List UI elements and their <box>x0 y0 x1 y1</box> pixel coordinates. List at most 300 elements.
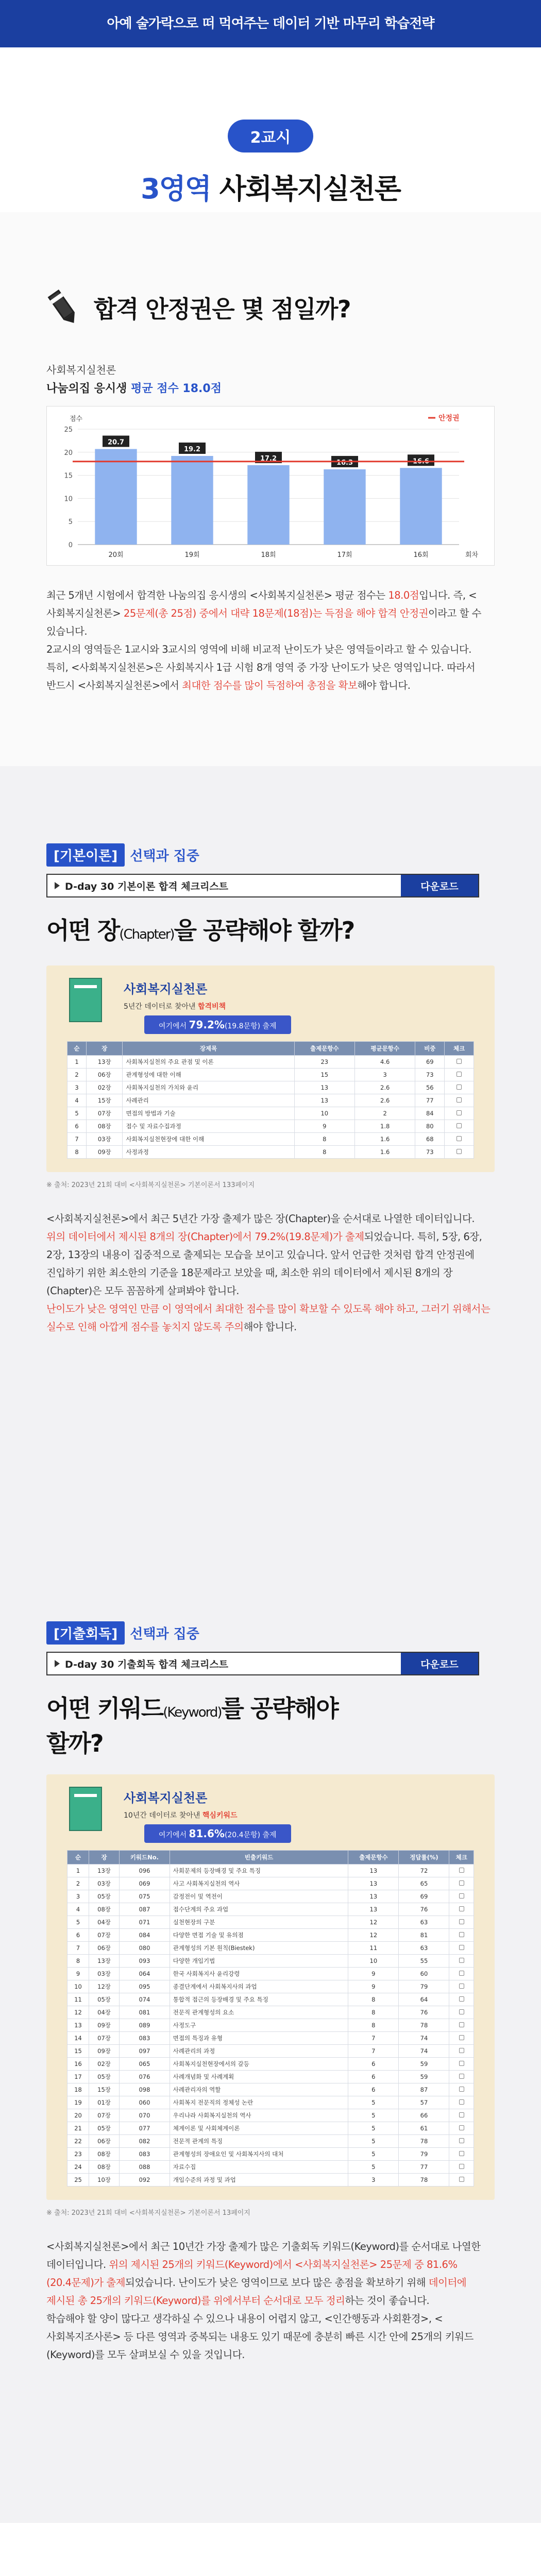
checkbox-icon[interactable] <box>459 2099 464 2105</box>
checkbox-icon[interactable] <box>459 2177 464 2182</box>
table-cell: 61 <box>399 2122 449 2135</box>
table-row <box>67 2006 474 2019</box>
table-cell: 12장 <box>89 1980 120 1993</box>
check-cell[interactable] <box>449 2096 474 2109</box>
area-name: 사회복지실천론 <box>219 173 400 205</box>
q-small: (Chapter) <box>119 927 174 942</box>
table-cell: 2 <box>355 1107 415 1120</box>
table-cell: 13장 <box>89 1865 120 1877</box>
table-cell: 7 <box>67 1133 87 1146</box>
table-cell: 25 <box>67 2174 89 2187</box>
checkbox-icon[interactable] <box>459 2035 464 2040</box>
q-part-b: 를 공략해야 <box>221 1694 338 1722</box>
pill-a: 여기에서 <box>159 1831 189 1839</box>
card-title: 사회복지실천론 <box>124 1791 208 1805</box>
table-cell: 9 <box>348 1968 399 1980</box>
table-cell: 사회복지실천현장에서의 갈등 <box>170 2058 348 2071</box>
section-tag: [기본이론] <box>46 843 125 867</box>
source-note: ※ 출처: 2023년 21회 대비 <사회복지실천론> 기본이론서 13페이지 <box>46 2209 250 2217</box>
checkbox-icon[interactable] <box>459 1893 464 1899</box>
check-cell[interactable] <box>449 1929 474 1942</box>
table-cell: 3 <box>67 1890 89 1903</box>
table-cell: 8 <box>294 1146 354 1159</box>
table-cell: 69 <box>415 1056 445 1069</box>
legend-label: 안정권 <box>438 414 460 422</box>
table-cell: 종결단계에서 사회복지사의 과업 <box>170 1980 348 1993</box>
score-chart-card <box>46 362 495 566</box>
table-cell: 56 <box>415 1081 445 1094</box>
checkbox-icon[interactable] <box>459 1958 464 1963</box>
download-button[interactable]: 다운로드 <box>401 1653 478 1674</box>
check-cell[interactable] <box>445 1107 474 1120</box>
check-cell[interactable] <box>445 1146 474 1159</box>
table-cell: 06장 <box>89 1942 120 1955</box>
table-cell: 09장 <box>89 2019 120 2032</box>
table-header: 순 <box>67 1042 87 1056</box>
table-row <box>67 2109 474 2122</box>
download-bar <box>46 874 479 897</box>
table-cell: 사고 사회복지실천의 역사 <box>170 1877 348 1890</box>
check-cell[interactable] <box>449 2122 474 2135</box>
table-cell: 064 <box>120 1968 170 1980</box>
table-cell: 7 <box>348 2032 399 2045</box>
score-bar-chart <box>47 406 494 565</box>
table-cell: 12 <box>348 1916 399 1929</box>
checkbox-icon[interactable] <box>459 2151 464 2156</box>
table-cell: 15장 <box>89 2083 120 2096</box>
table-cell: 09장 <box>86 1146 122 1159</box>
table-cell: 통합적 접근의 등장배경 및 주요 특징 <box>170 1993 348 2006</box>
checkbox-icon[interactable] <box>457 1059 462 1064</box>
download-button[interactable]: 다운로드 <box>401 875 478 896</box>
table-cell: 78 <box>399 2174 449 2187</box>
table-cell: 6 <box>67 1929 89 1942</box>
check-cell[interactable] <box>449 2109 474 2122</box>
table-row <box>67 1968 474 1980</box>
check-cell[interactable] <box>449 2006 474 2019</box>
section-title: 합격 안정권은 몇 점일까? <box>94 295 351 323</box>
x-tick-label: 17회 <box>337 551 352 559</box>
table-header: 키워드No. <box>120 1851 170 1865</box>
table-cell: 071 <box>120 1916 170 1929</box>
check-cell[interactable] <box>449 2019 474 2032</box>
table-cell: 2 <box>67 1069 87 1081</box>
table-cell: 사정도구 <box>170 2019 348 2032</box>
checkbox-icon[interactable] <box>457 1097 462 1103</box>
table-cell: 감정전이 및 역전이 <box>170 1890 348 1903</box>
table-cell: 13 <box>67 2019 89 2032</box>
checkbox-icon[interactable] <box>459 1880 464 1886</box>
source-note: ※ 출처: 2023년 21회 대비 <사회복지실천론> 기본이론서 133페이지 <box>46 1181 255 1189</box>
table-cell: 78 <box>399 2135 449 2148</box>
bar <box>400 468 442 545</box>
checkbox-icon[interactable] <box>457 1149 462 1154</box>
bar <box>247 465 289 545</box>
table-row <box>67 1107 474 1120</box>
table-cell: 12 <box>348 1929 399 1942</box>
check-cell[interactable] <box>449 2083 474 2096</box>
check-cell[interactable] <box>449 2174 474 2187</box>
play-icon <box>55 882 60 889</box>
table-cell: 5 <box>348 2148 399 2161</box>
table-cell: 3 <box>355 1069 415 1081</box>
table-cell: 다양한 개입기법 <box>170 1955 348 1968</box>
table-cell: 3 <box>348 2174 399 2187</box>
table-row <box>67 1942 474 1955</box>
table-cell: 13 <box>294 1081 354 1094</box>
table-header: 체크 <box>445 1042 474 1056</box>
table-cell: 08장 <box>86 1120 122 1133</box>
check-cell[interactable] <box>449 1916 474 1929</box>
table-cell: 10 <box>348 1955 399 1968</box>
checkbox-icon[interactable] <box>459 2022 464 2027</box>
table-cell: 13 <box>348 1877 399 1890</box>
table-row <box>67 1993 474 2006</box>
table-cell: 03장 <box>86 1133 122 1146</box>
table-cell: 9 <box>348 1980 399 1993</box>
table-row <box>67 1120 474 1133</box>
check-cell[interactable] <box>445 1056 474 1069</box>
checkbox-icon[interactable] <box>457 1084 462 1090</box>
table-cell: 5 <box>348 2135 399 2148</box>
checkbox-icon[interactable] <box>459 1984 464 1989</box>
table-cell: 자료수집 <box>170 2161 348 2174</box>
table-cell: 15장 <box>86 1094 122 1107</box>
table-cell: 2.6 <box>355 1081 415 1094</box>
table-row <box>67 1916 474 1929</box>
checkbox-icon[interactable] <box>459 2048 464 2053</box>
table-cell: 069 <box>120 1877 170 1890</box>
period-badge: 2교시 <box>228 120 314 152</box>
table-cell: 사회문제의 등장배경 및 주요 특징 <box>170 1865 348 1877</box>
table-cell: 15 <box>67 2045 89 2058</box>
q-part-a: 어떤 장 <box>46 917 120 944</box>
check-cell[interactable] <box>449 1865 474 1877</box>
table-cell: 06장 <box>86 1069 122 1081</box>
check-cell[interactable] <box>449 2058 474 2071</box>
table-header: 빈출키워드 <box>170 1851 348 1865</box>
table-row <box>67 2032 474 2045</box>
table-cell: 사회복지실천의 가치와 윤리 <box>123 1081 294 1094</box>
table-cell: 사례관리자의 역할 <box>170 2083 348 2096</box>
chapter-table <box>67 1041 474 1159</box>
table-cell: 18 <box>67 2083 89 2096</box>
table-cell: 11 <box>67 1993 89 2006</box>
table-cell: 03장 <box>89 1968 120 1980</box>
table-cell: 6 <box>348 2071 399 2083</box>
table-cell: 5 <box>67 1107 87 1120</box>
table-cell: 8 <box>348 2019 399 2032</box>
checkbox-icon[interactable] <box>459 1971 464 1976</box>
table-cell: 74 <box>399 2045 449 2058</box>
section-chapter <box>0 766 541 1544</box>
table-cell: 076 <box>120 2071 170 2083</box>
table-cell: 관계형성의 기본 원칙(Biestek) <box>170 1942 348 1955</box>
data-label: 16.6 <box>412 457 430 466</box>
checkbox-icon[interactable] <box>457 1136 462 1141</box>
table-cell: 8 <box>294 1133 354 1146</box>
table-cell: 4 <box>67 1094 87 1107</box>
check-cell[interactable] <box>445 1133 474 1146</box>
table-cell: 070 <box>120 2109 170 2122</box>
table-row <box>67 1081 474 1094</box>
card-pill <box>144 1824 291 1843</box>
table-row <box>67 1094 474 1107</box>
checkbox-icon[interactable] <box>459 1868 464 1873</box>
table-cell: 사정과정 <box>123 1146 294 1159</box>
table-cell: 69 <box>399 1890 449 1903</box>
checkbox-icon[interactable] <box>459 1932 464 1937</box>
table-cell: 12 <box>67 2006 89 2019</box>
table-cell: 082 <box>120 2135 170 2148</box>
checklist-label: D-day 30 기출회독 합격 체크리스트 <box>65 1658 229 1670</box>
x-tick-label: 20회 <box>108 551 124 559</box>
table-cell: 04장 <box>89 2006 120 2019</box>
check-cell[interactable] <box>445 1120 474 1133</box>
table-cell: 07장 <box>89 1929 120 1942</box>
chart-subject: 사회복지실천론 <box>46 364 116 376</box>
table-cell: 관계형성에 대한 이해 <box>123 1069 294 1081</box>
table-cell: 10 <box>294 1107 354 1120</box>
data-label: 16.3 <box>336 459 353 467</box>
table-cell: 5 <box>348 2096 399 2109</box>
table-cell: 1.6 <box>355 1146 415 1159</box>
table-header: 정답률(%) <box>399 1851 449 1865</box>
check-cell[interactable] <box>449 2161 474 2174</box>
q-part-b: 을 공략해야 할까? <box>174 917 354 944</box>
table-cell: 77 <box>415 1094 445 1107</box>
analysis-paragraph: <사회복지실천론>에서 최근 10년간 가장 출제가 많은 기출회독 키워드(Keyword)를 순서대로 나열한 데이터입니다. 위의 제시된 25개의 키워드(Keyword)에서 <사회복지실천론> 25문제 중 81.6%(20.4문제)가 출제되었습니다. 난이도가 낮은 영역이므로 보다 많은 총점을 확보하기 위해 데이터에 제시된 총 25개의 키워드(Keyword)를 위에서부터 순서대로 모두 정리하는 것이 좋습니다. 학습해야 할 양이 많다고 생각하실 수 있으나 내용이 어렵지 않고, <인간행동과 사회환경>, <사회복지조사론> 등 다른 영역과 중복되는 내용도 있기 때문에 충분히 빠른 시간 안에 25개의 키워드(Keyword)를 모두 살펴보실 수 있을 것입니다. <box>46 2241 481 2361</box>
table-cell: 1.6 <box>355 1133 415 1146</box>
table-cell: 우리나라 사회복지실천의 역사 <box>170 2109 348 2122</box>
table-cell: 사회복지실천현장에 대한 이해 <box>123 1133 294 1146</box>
book-icon <box>69 1787 102 1831</box>
table-cell: 79 <box>399 1980 449 1993</box>
table-cell: 6 <box>348 2083 399 2096</box>
table-cell: 8 <box>348 2006 399 2019</box>
table-cell: 05장 <box>89 1890 120 1903</box>
table-cell: 24 <box>67 2161 89 2174</box>
table-cell: 8 <box>67 1955 89 1968</box>
table-cell: 060 <box>120 2096 170 2109</box>
table-row <box>67 2096 474 2109</box>
check-cell[interactable] <box>449 2135 474 2148</box>
table-row <box>67 1877 474 1890</box>
table-cell: 76 <box>399 2006 449 2019</box>
checkbox-icon[interactable] <box>459 2074 464 2079</box>
table-header: 출제문항수 <box>294 1042 354 1056</box>
q-part-c: 할까? <box>46 1730 103 1757</box>
table-row <box>67 1890 474 1903</box>
table-cell: 083 <box>120 2148 170 2161</box>
table-cell: 01장 <box>89 2096 120 2109</box>
check-cell[interactable] <box>449 1903 474 1916</box>
table-cell: 59 <box>399 2071 449 2083</box>
check-cell[interactable] <box>449 1890 474 1903</box>
table-cell: 60 <box>399 1968 449 1980</box>
table-cell: 1.8 <box>355 1120 415 1133</box>
checkbox-icon[interactable] <box>457 1123 462 1128</box>
table-header: 장 <box>86 1042 122 1056</box>
table-header: 체크 <box>449 1851 474 1865</box>
area-number: 3영역 <box>141 173 211 205</box>
checkbox-icon[interactable] <box>459 2164 464 2169</box>
table-cell: 2 <box>67 1877 89 1890</box>
analysis-paragraph: <사회복지실천론>에서 최근 5년간 가장 출제가 많은 장(Chapter)을 순서대로 나열한 데이터입니다. 위의 데이터에서 제시된 8개의 장(Chapter)에서 79.2%(19.8문제)가 출제되었습니다. 특히, 5장, 6장, 2장, 13장의 내용이 집중적으로 출제되는 모습을 보이고 있습니다. 앞서 언급한 것처럼 합격 안정권에 진입하기 위한 최소한의 기준을 18문제라고 보았을 때, 최소한 위의 데이터에서 제시된 8개의 장(Chapter)은 모두 꼼꼼하게 살펴봐야 합니다. 난이도가 낮은 영역인 만큼 이 영역에서 최대한 점수를 많이 확보할 수 있도록 해야 하고, 그러기 위해서는 실수로 인해 아깝게 점수를 놓치지 않도록 주의해야 합니다. <box>46 1213 491 1333</box>
table-cell: 7 <box>348 2045 399 2058</box>
table-cell: 16 <box>67 2058 89 2071</box>
table-row <box>67 1903 474 1916</box>
table-cell: 73 <box>415 1069 445 1081</box>
table-cell: 4 <box>67 1903 89 1916</box>
check-cell[interactable] <box>449 2071 474 2083</box>
check-cell[interactable] <box>445 1069 474 1081</box>
table-cell: 개입수준의 과정 및 과업 <box>170 2174 348 2187</box>
section-pass-score <box>0 212 541 766</box>
checkbox-icon[interactable] <box>459 2061 464 2066</box>
table-row <box>67 1955 474 1968</box>
table-cell: 80 <box>415 1120 445 1133</box>
card-sub-b: 합격비책 <box>197 1003 226 1011</box>
keyword-table <box>67 1850 474 2187</box>
table-cell: 05장 <box>89 2122 120 2135</box>
checkbox-icon[interactable] <box>459 2125 464 2130</box>
check-cell[interactable] <box>449 2032 474 2045</box>
table-cell: 면접의 방법과 기술 <box>123 1107 294 1120</box>
card-subtitle <box>124 1001 474 1011</box>
chart-heading <box>46 380 495 396</box>
check-cell[interactable] <box>449 1993 474 2006</box>
table-cell: 07장 <box>89 2032 120 2045</box>
table-cell: 13 <box>294 1094 354 1107</box>
table-row <box>67 1146 474 1159</box>
check-cell[interactable] <box>449 1877 474 1890</box>
table-cell: 3 <box>67 1081 87 1094</box>
play-icon <box>55 1660 60 1667</box>
y-tick-label: 10 <box>64 495 73 503</box>
table-row <box>67 2135 474 2148</box>
table-cell: 6 <box>348 2058 399 2071</box>
chapter-card <box>46 965 495 1172</box>
chart-heading-b: 평균 점수 18.0점 <box>131 382 222 395</box>
checkbox-icon[interactable] <box>459 1945 464 1950</box>
table-cell: 72 <box>399 1865 449 1877</box>
table-cell: 9 <box>294 1120 354 1133</box>
section-tag-sub: 선택과 집중 <box>130 849 199 864</box>
table-cell: 81 <box>399 1929 449 1942</box>
table-row <box>67 2071 474 2083</box>
checkbox-icon[interactable] <box>459 2138 464 2143</box>
check-cell[interactable] <box>449 1955 474 1968</box>
table-cell: 64 <box>399 1993 449 2006</box>
table-row <box>67 2174 474 2187</box>
table-cell: 5 <box>348 2161 399 2174</box>
top-banner <box>0 0 541 47</box>
checkbox-icon[interactable] <box>459 2087 464 2092</box>
table-cell: 087 <box>120 1903 170 1916</box>
table-row <box>67 2045 474 2058</box>
check-cell[interactable] <box>445 1081 474 1094</box>
table-cell: 78 <box>399 2019 449 2032</box>
table-row <box>67 1133 474 1146</box>
y-tick-label: 5 <box>68 518 73 527</box>
x-tick-label: 19회 <box>184 551 200 559</box>
check-cell[interactable] <box>449 1942 474 1955</box>
card-subtitle <box>124 1810 474 1820</box>
card-sub-b: 핵심키워드 <box>202 1811 238 1820</box>
card-sub-a: 5년간 데이터로 찾아낸 <box>124 1003 198 1011</box>
banner-title: 아예 술가락으로 떠 먹여주는 데이터 기반 마무리 학습전략 <box>107 16 434 31</box>
checkbox-icon[interactable] <box>459 1996 464 2002</box>
table-cell: 76 <box>399 1903 449 1916</box>
data-label: 17.2 <box>260 454 277 463</box>
table-row <box>67 1056 474 1069</box>
table-row <box>67 2058 474 2071</box>
checkbox-icon[interactable] <box>459 2009 464 2014</box>
bar <box>171 456 213 545</box>
table-cell: 19 <box>67 2096 89 2109</box>
x-tick-label: 16회 <box>413 551 429 559</box>
check-cell[interactable] <box>449 2148 474 2161</box>
table-cell: 8 <box>348 1993 399 2006</box>
table-cell: 095 <box>120 1980 170 1993</box>
table-cell: 088 <box>120 2161 170 2174</box>
chart-heading-a: 나눔의집 응시생 <box>46 382 131 395</box>
table-cell: 87 <box>399 2083 449 2096</box>
table-row <box>67 1865 474 1877</box>
table-cell: 한국 사회복지사 윤리강령 <box>170 1968 348 1980</box>
pill-a: 여기에서 <box>159 1022 189 1030</box>
table-header: 장 <box>89 1851 120 1865</box>
table-cell: 081 <box>120 2006 170 2019</box>
check-cell[interactable] <box>449 2045 474 2058</box>
bar <box>95 449 137 545</box>
checkbox-icon[interactable] <box>459 1919 464 1924</box>
table-cell: 14 <box>67 2032 89 2045</box>
card-pill <box>144 1015 291 1034</box>
table-cell: 089 <box>120 2019 170 2032</box>
y-tick-label: 0 <box>68 541 73 549</box>
check-cell[interactable] <box>449 1980 474 1993</box>
table-cell: 08장 <box>89 1903 120 1916</box>
check-cell[interactable] <box>449 1968 474 1980</box>
table-cell: 06장 <box>89 2135 120 2148</box>
table-cell: 15 <box>294 1069 354 1081</box>
table-cell: 사례관리 <box>123 1094 294 1107</box>
checkbox-icon[interactable] <box>459 2112 464 2117</box>
table-header: 순 <box>67 1851 89 1865</box>
checkbox-icon[interactable] <box>457 1072 462 1077</box>
table-header: 장제목 <box>123 1042 294 1056</box>
y-tick-label: 25 <box>64 426 73 434</box>
table-row <box>67 1069 474 1081</box>
table-cell: 63 <box>399 1916 449 1929</box>
checkbox-icon[interactable] <box>459 1906 464 1911</box>
table-cell: 63 <box>399 1942 449 1955</box>
table-cell: 68 <box>415 1133 445 1146</box>
y-tick-label: 20 <box>64 449 73 457</box>
book-icon <box>69 978 102 1022</box>
table-cell: 07장 <box>89 2109 120 2122</box>
table-cell: 13 <box>348 1890 399 1903</box>
table-cell: 21 <box>67 2122 89 2135</box>
table-cell: 다양한 면접 기술 및 유의점 <box>170 1929 348 1942</box>
check-cell[interactable] <box>445 1094 474 1107</box>
checkbox-icon[interactable] <box>457 1110 462 1115</box>
table-cell: 074 <box>120 1993 170 2006</box>
table-cell: 5 <box>348 2122 399 2135</box>
table-cell: 098 <box>120 2083 170 2096</box>
